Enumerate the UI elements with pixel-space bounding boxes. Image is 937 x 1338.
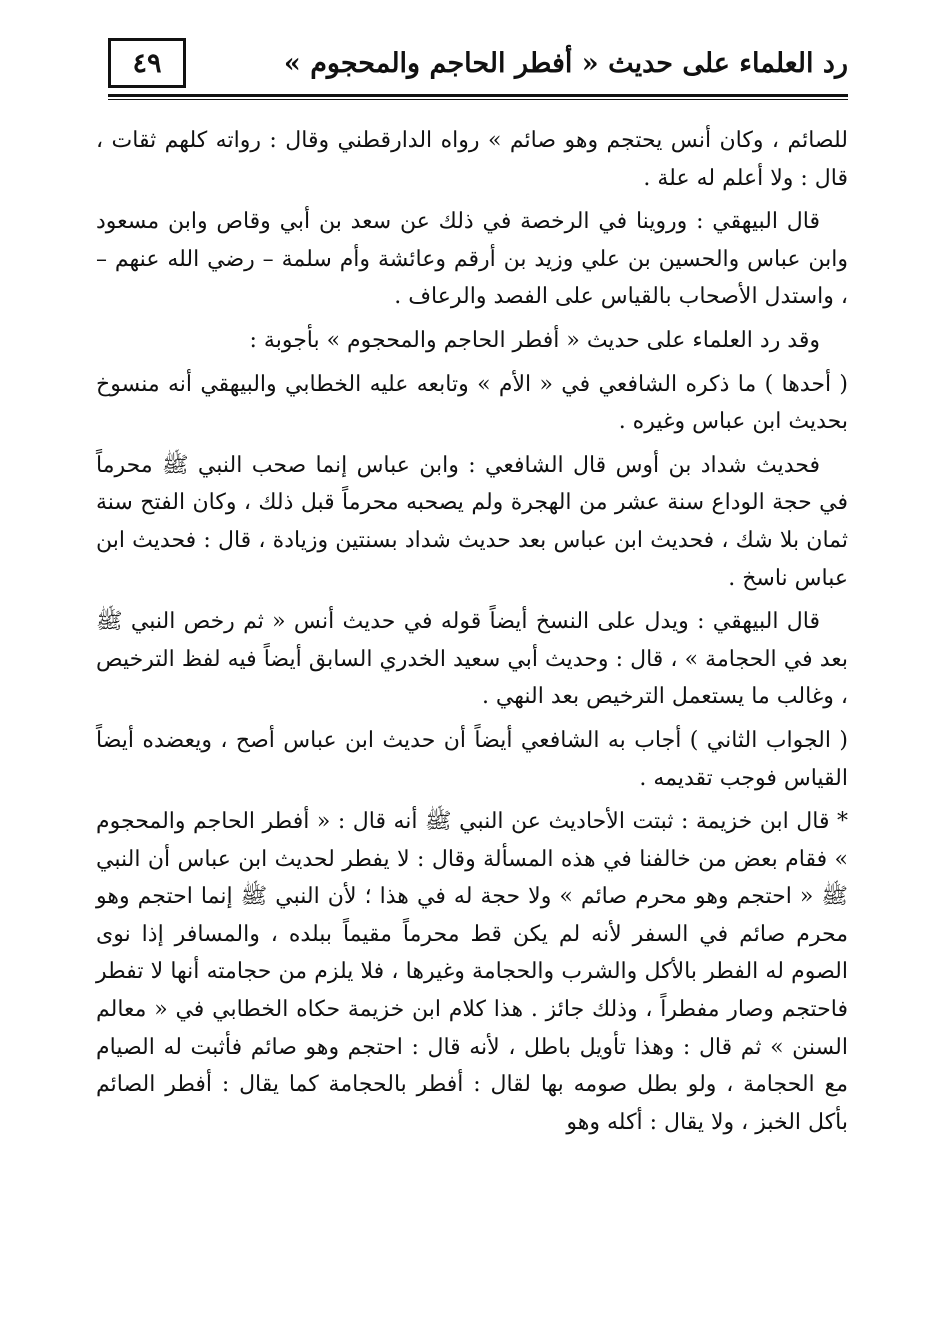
paragraph-6: قال البيهقي : ويدل على النسخ أيضاً قوله في حديث أنس « ثم رخص النبي ﷺ بعد في الحجامة » ، قال : وحديث أبي سعيد الخدري السابق أيضاً فيه لفظ الترخيص ، وغالب ما يستعمل الترخيص بعد النهي . — [96, 609, 848, 710]
paragraph-4: ( أحدها ) ما ذكره الشافعي في « الأم » وتابعه عليه الخطابي والبيهقي أنه منسوخ بحديث ابن عباس وغيره . — [96, 371, 848, 435]
header-divider — [108, 94, 848, 100]
page-number-box — [108, 38, 186, 88]
paragraph-5: فحديث شداد بن أوس قال الشافعي : وابن عباس إنما صحب النبي ﷺ محرماً في حجة الوداع سنة عشر من الهجرة ولم يصحبه محرماً قبل ذلك ، وكان الفتح سنة ثمان بلا شك ، فحديث ابن عباس بعد حديث شداد بسنتين وزيادة ، قال : فحديث ابن عباس ناسخ . — [96, 452, 848, 591]
paragraph-8: * قال ابن خزيمة : ثبتت الأحاديث عن النبي ﷺ أنه قال : « أفطر الحاجم والمحجوم » فقام بعض من خالفنا في هذه المسألة وقال : لا يفطر لحديث ابن عباس أن النبي ﷺ « احتجم وهو محرم صائم » ولا حجة له في هذا ؛ لأن النبي ﷺ إنما احتجم وهو محرم صائم في السفر لأنه لم يكن قط محرماً مقيماً ببلده ، والمسافر إذا نوى الصوم له الفطر بالأكل والشرب والحجامة وغيرها ، فلا يلزم من حجامته أنها لا تفطر فاحتجم وصار مفطراً ، وذلك جائز . هذا كلام ابن خزيمة حكاه الخطابي في « معالم السنن » ثم قال : وهذا تأويل باطل ، لأنه قال : احتجم وهو صائم فأثبت له الصيام مع الحجامة ، ولو بطل صومه بها لقال : أفطر بالحجامة كما يقال : أفطر الصائم بأكل الخبز ، ولا يقال : أكله وهو — [96, 809, 848, 1135]
paragraph-7: ( الجواب الثاني ) أجاب به الشافعي أيضاً أن حديث ابن عباس أصح ، ويعضده أيضاً القياس فوجب تقديمه . — [96, 727, 848, 791]
page-number: ٤٩ — [132, 47, 162, 79]
body-text — [96, 122, 848, 1141]
running-title: رد العلماء على حديث « أفطر الحاجم والمحجوم » — [283, 48, 848, 79]
page-header — [108, 38, 848, 100]
paragraph-1: للصائم ، وكان أنس يحتجم وهو صائم » رواه الدارقطني وقال : رواته كلهم ثقات ، قال : ولا أعلم له علة . — [96, 128, 848, 191]
paragraph-2: قال البيهقي : وروينا في الرخصة في ذلك عن سعد بن أبي وقاص وابن مسعود وابن عباس والحسين بن علي وزيد بن أرقم وعائشة وأم سلمة – رضي الله عنهم – ، واستدل الأصحاب بالقياس على الفصد والرعاف . — [96, 209, 848, 310]
paragraph-3: وقد رد العلماء على حديث « أفطر الحاجم والمحجوم » بأجوبة : — [249, 327, 820, 353]
